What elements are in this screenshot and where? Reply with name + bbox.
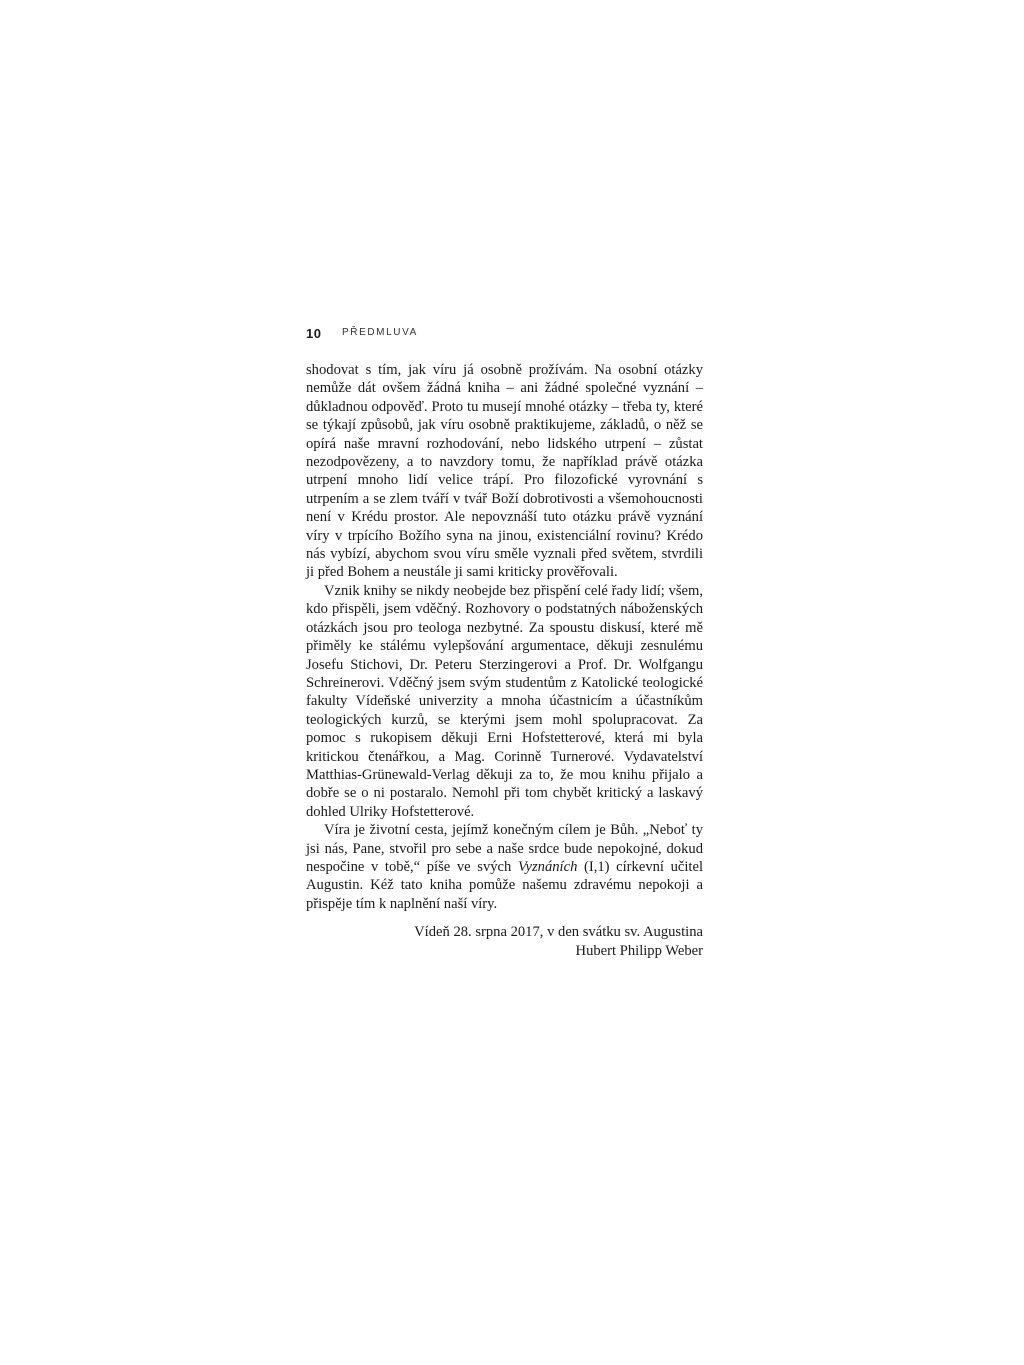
place-date-line: Vídeň 28. srpna 2017, v den svátku sv. Augustina <box>414 924 703 941</box>
author-name: Hubert Philipp Weber <box>575 943 703 960</box>
book-page <box>306 325 703 961</box>
paragraph-3-end: (I,1) církevní učitel Augustin. Kéž tato kniha pomůže našemu zdravému nepokoji a přispěje tím k naplnění naší víry. <box>306 858 703 912</box>
body-text <box>306 361 703 913</box>
section-title: PŘEDMLUVA <box>342 327 418 338</box>
paragraph-2: Vznik knihy se nikdy neobejde bez přispění celé řady lidí; všem, kdo přispěli, jsem vděčný. Rozhovory o podstatných náboženských otázkách jsou pro teologa nezbytné. Za spoustu diskusí, které mě přiměly ke stálému vylepšování argumentace, děkuji zesnulému Josefu Stichovi, Dr. Peteru Sterzingerovi a Prof. Dr. Wolfgangu Schreinerovi. Vděčný jsem svým studentům z Katolické teologické fakulty Vídeňské univerzity a mnoha účastnicím a účastníkům teologických kurzů, se kterými jsem mohl spolupracovat. Za pomoc s rukopisem děkuji Erni Hofstetterové, která mi byla kritickou čtenářkou, a Mag. Corinně Turnerové. Vydavatelství Matthias-Grünewald-Verlag děkuji za to, že mou knihu přijalo a dobře se o ni postaralo. Nemohl při tom chybět kritický a laskavý dohled Ulriky Hofstetterové. <box>306 582 703 820</box>
paragraph-1: shodovat s tím, jak víru já osobně prožívám. Na osobní otázky nemůže dát ovšem žádná kniha – ani žádné společné vyznání – důkladnou odpověď. Proto tu musejí mnohé otázky – třeba ty, které se týkají způsobů, jak víru osobně praktikujeme, základů, o něž se opírá naše mravní rozhodování, nebo lidského utrpení – zůstat nezodpovězeny, a to navzdory tomu, že například právě otázka utrpení mnoho lidí velice trápí. Pro filozofické vyrovnání s utrpením a se zlem tváří v tvář Boží dobrotivosti a všemohoucnosti není v Krédu prostor. Ale nepovznáší tuto otázku právě vyznání víry v trpícího Božího syna na jinou, existenciální rovinu? Krédo nás vybízí, abychom svou víru směle vyznali před světem, stvrdili ji před Bohem a neustále ji sami kriticky prověřovali. <box>306 362 703 581</box>
book-title-italic: Vyznáních <box>517 858 578 875</box>
page-number: 10 <box>306 326 322 341</box>
paragraph-3 <box>306 821 703 913</box>
running-head <box>306 325 703 345</box>
signature-block <box>306 923 703 961</box>
paragraph-3-start: Víra je životní cesta, jejímž konečným cílem je Bůh. „Neboť ty jsi nás, Pane, stvořil pro sebe a naše srdce bude nepokojné, dokud nespočine v tobě,“ píše ve svých <box>306 822 703 875</box>
